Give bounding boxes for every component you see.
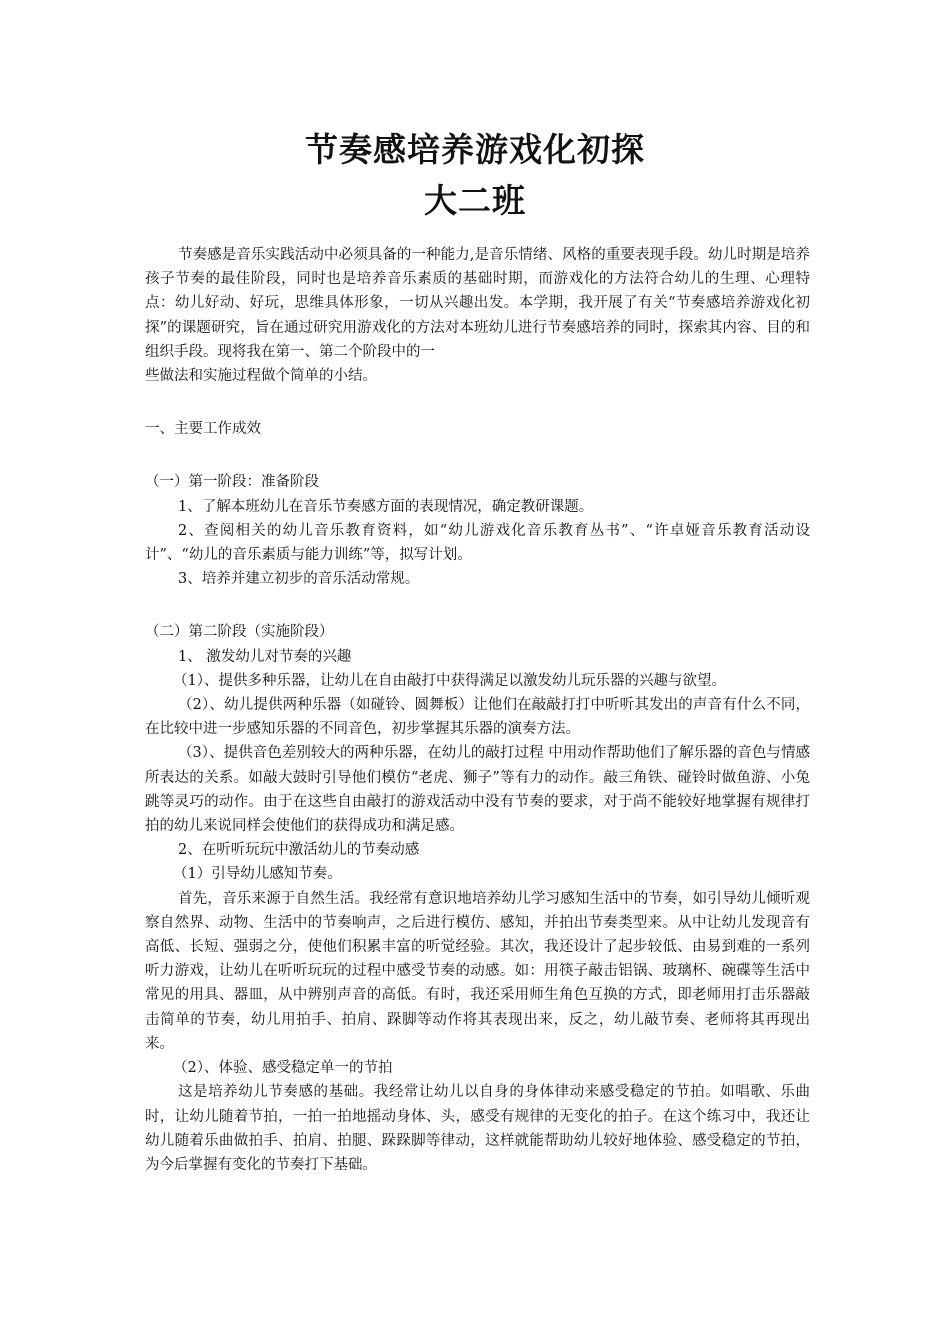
intro-paragraph: 节奏感是音乐实践活动中必须具备的一种能力,是音乐情绪、风格的重要表现手段。幼儿时期是培养孩子节奏的最佳阶段，同时也是培养音乐素质的基础时期，而游戏化的方法符合幼儿的生理、心理特点：幼儿好动、好玩，思维具体形象，一切从兴趣出发。本学期，我开展了有关“节奏感培养游戏化初探”的课题研究，旨在通过研究用游戏化的方法对本班幼儿进行节奏感培养的同时，探索其内容、目的和组织手段。现将我在第一、第二个阶段中的一	[145, 247, 810, 360]
section-heading: 一、主要工作成效	[145, 421, 261, 438]
stage-1-item-3: 3、培养并建立初步的音乐活动常规。	[178, 571, 420, 588]
spacer	[145, 591, 810, 620]
spacer	[145, 388, 810, 417]
stage-2-heading: （二）第二阶段（实施阶段）	[145, 624, 334, 641]
stage-2-item-1-2: （2）、幼儿提供两种乐器（如碰铃、圆舞板）让他们在敲敲打打中听听其发出的声音有什么不同，在比较中进一步感知乐器的不同音色，初步掌握其乐器的演奏方法。	[145, 697, 810, 738]
stage-1-item-1: 1、了解本班幼儿在音乐节奏感方面的表现情况，确定教研课题。	[178, 498, 594, 515]
intro-paragraph-end: 些做法和实施过程做个简单的小结。	[145, 368, 377, 385]
spacer	[145, 441, 810, 470]
stage-1-item-2: 2、查阅相关的幼儿音乐教育资料，如“幼儿游戏化音乐教育丛书”、“许卓娅音乐教育活动设计”、“幼儿的音乐素质与能力训练”等，拟写计划。	[145, 522, 810, 564]
document-subtitle: 大二班	[424, 181, 526, 220]
document-title: 节奏感培养游戏化初探	[305, 130, 645, 169]
stage-2-item-1: 1、 激发幼儿对节奏的兴趣	[178, 648, 352, 665]
stage-2-item-1-3: （3）、提供音色差别较大的两种乐器，在幼儿的敲打过程 中用动作帮助他们了解乐器的音色与情感所表达的关系。如敲大鼓时引导他们模仿“老虎、狮子”等有力的动作。敲三角铁、碰铃时做鱼游、小兔跳等灵巧的动作。由于在这些自由敲打的游戏活动中没有节奏的要求，对于尚不能较好地掌握有规律打拍的幼儿来说同样会使他们的获得成功和满足感。	[145, 745, 810, 835]
stage-2-item-2-1: （1）引导幼儿感知节奏。	[173, 866, 342, 883]
stage-1-heading: （一）第一阶段：准备阶段	[145, 474, 319, 491]
stage-2-item-2-2: （2）、体验、感受稳定单一的节拍	[173, 1060, 393, 1077]
stage-2-item-1-1: （1）、提供多种乐器，让幼儿在自由敲打中获得满足以激发幼儿玩乐器的兴趣与欲望。	[173, 672, 726, 689]
stage-2-item-2-1-text: 首先，音乐来源于自然生活。我经常有意识地培养幼儿学习感知生活中的节奏，如引导幼儿倾听观察自然界、动物、生活中的节奏响声，之后进行模仿、感知，并拍出节奏类型来。从中让幼儿发现音有高低、长短、强弱之分，使他们积累丰富的听觉经验。其次，我还设计了起步较低、由易到难的一系列听力游戏，让幼儿在听听玩玩的过程中感受节奏的动感。如：用筷子敲击铝锅、玻璃杯、碗碟等生活中常见的用具、器皿，从中辨别声音的高低。有时，我还采用师生角色互换的方式，即老师用打击乐器敲击简单的节奏，幼儿用拍手、拍肩、跺脚等动作将其表现出来，反之，幼儿敲节奏、老师将其再现出来。	[145, 890, 810, 1052]
stage-2-item-2-2-text: 这是培养幼儿节奏感的基础。我经常让幼儿以自身的身体律动来感受稳定的节拍。如唱歌、乐曲时，让幼儿随着节拍，一拍一拍地摇动身体、头，感受有规律的无变化的拍子。在这个练习中，我还让幼儿随着乐曲做拍手、拍肩、拍腿、跺跺脚等律动，这样就能帮助幼儿较好地体验、感受稳定的节拍，为今后掌握有变化的节奏打下基础。	[145, 1084, 810, 1173]
document-body	[145, 243, 810, 1177]
stage-2-item-2: 2、在听听玩玩中激活幼儿的节奏动感	[178, 842, 420, 859]
